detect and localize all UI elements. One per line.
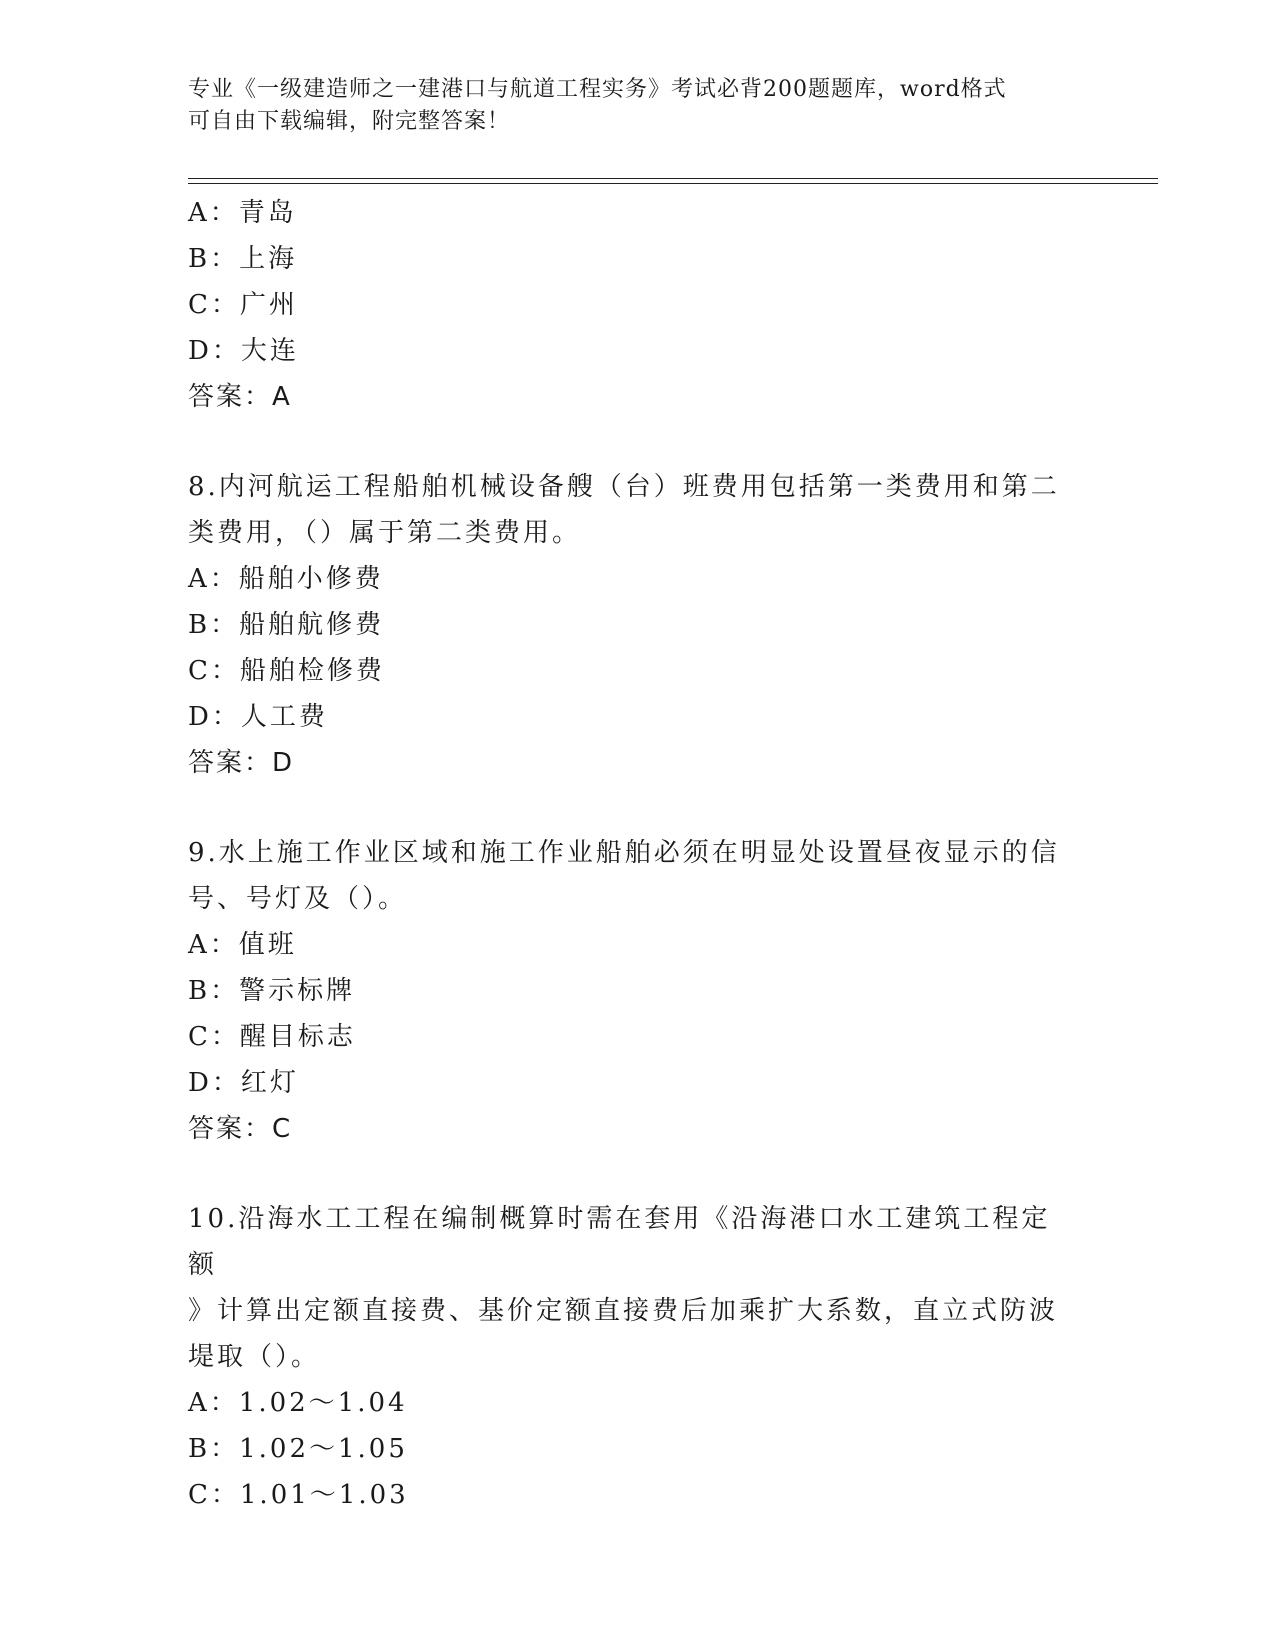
option-c: C：醒目标志 <box>188 1022 356 1052</box>
option-a: A：1.02～1.04 <box>188 1388 408 1418</box>
option-a: A：值班 <box>188 930 297 960</box>
header-divider-bottom <box>188 183 1158 184</box>
option-b: B：1.02～1.05 <box>188 1434 408 1464</box>
option-a: A：青岛 <box>188 198 297 228</box>
answer: 答案：D <box>188 748 295 778</box>
question-text-line-1: 9.水上施工作业区域和施工作业船舶必须在明显处设置昼夜显示的信 <box>188 838 1060 868</box>
question-list <box>188 190 1068 1518</box>
option-d: D：红灯 <box>188 1068 299 1098</box>
question-text-line-2: 号、号灯及（）。 <box>188 884 408 914</box>
question-8 <box>188 464 1068 786</box>
option-a: A：船舶小修费 <box>188 564 384 594</box>
document-header <box>188 74 1068 138</box>
option-d: D：人工费 <box>188 702 328 732</box>
option-b: B：上海 <box>188 244 298 274</box>
header-line-2: 可自由下载编辑，附完整答案！ <box>188 109 511 134</box>
question-7 <box>188 190 1068 420</box>
answer: 答案：A <box>188 382 292 412</box>
option-d: D：大连 <box>188 336 299 366</box>
question-9 <box>188 830 1068 1152</box>
question-text-line-1: 8.内河航运工程船舶机械设备艘（台）班费用包括第一类费用和第二 <box>188 472 1060 502</box>
question-text-line-1: 10.沿海水工工程在编制概算时需在套用《沿海港口水工建筑工程定额 <box>188 1204 1051 1280</box>
question-text-line-3: 堤取（）。 <box>188 1342 321 1372</box>
header-line-1: 专业《一级建造师之一建港口与航道工程实务》考试必背200题题库，word格式 <box>188 77 1007 102</box>
option-b: B：警示标牌 <box>188 976 356 1006</box>
question-10 <box>188 1196 1068 1518</box>
option-c: C：船舶检修费 <box>188 656 385 686</box>
option-b: B：船舶航修费 <box>188 610 385 640</box>
header-divider-top <box>188 178 1158 179</box>
answer: 答案：C <box>188 1114 293 1144</box>
option-c: C：1.01～1.03 <box>188 1480 409 1510</box>
option-c: C：广州 <box>188 290 298 320</box>
question-text-line-2: 类费用，（）属于第二类费用。 <box>188 518 582 548</box>
question-text-line-2: 》计算出定额直接费、基价定额直接费后加乘扩大系数，直立式防波 <box>188 1296 1059 1326</box>
